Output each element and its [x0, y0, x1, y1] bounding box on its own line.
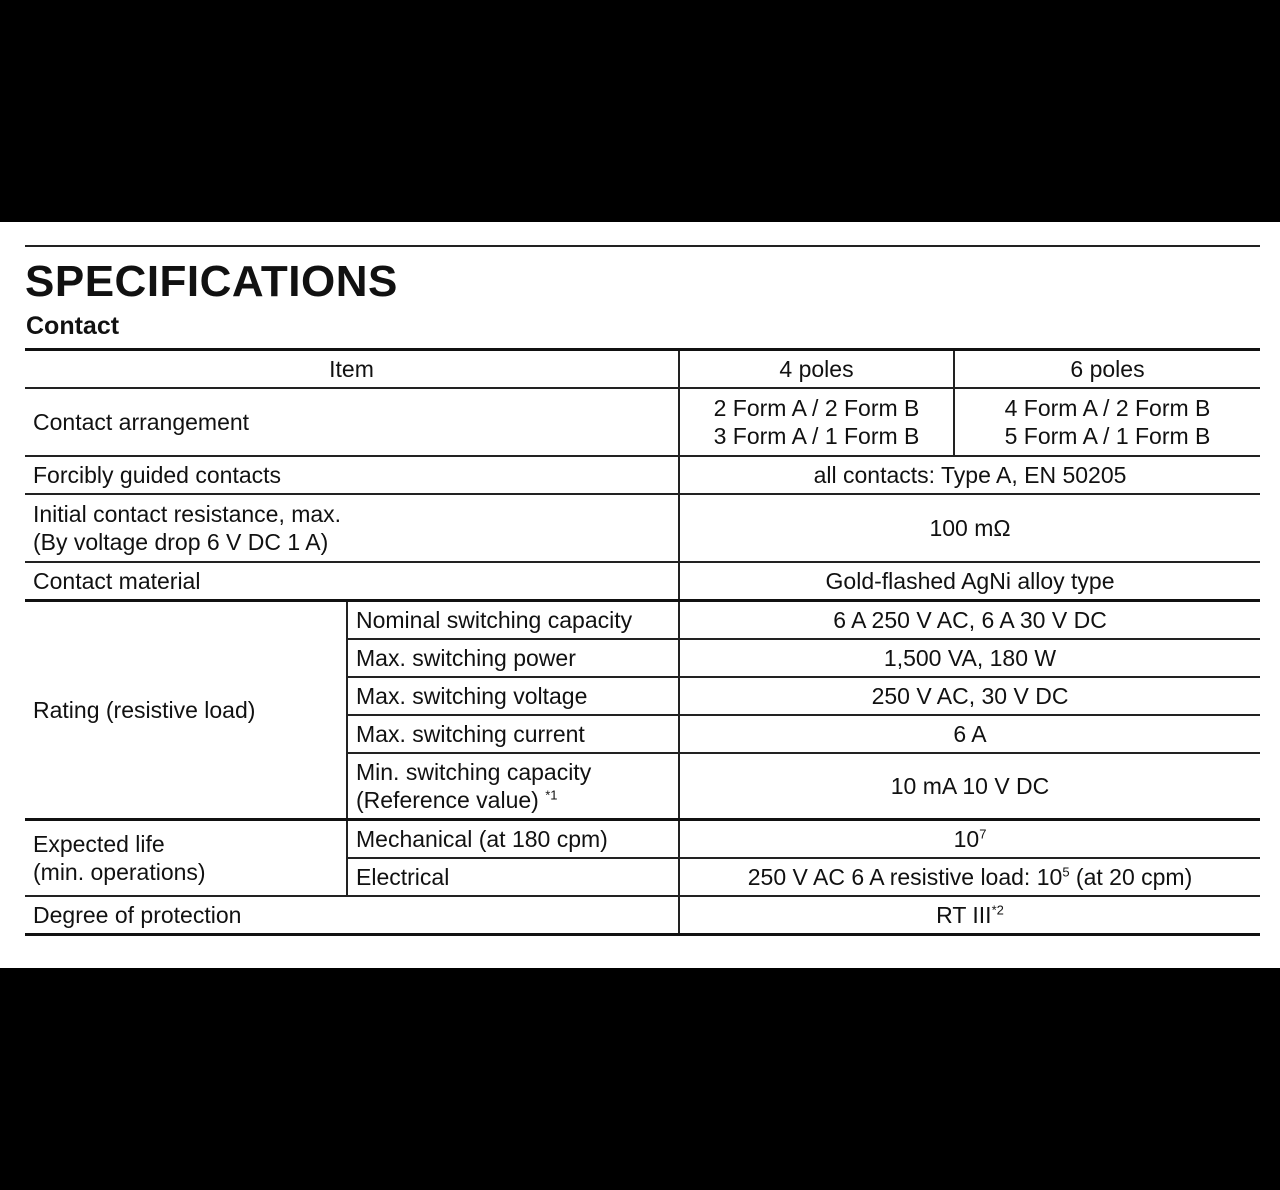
header-6-poles: 6 poles: [954, 350, 1260, 389]
elec-prefix: 250 V AC 6 A resistive load: 10: [747, 864, 1063, 890]
arrangement-6p-line2: 5 Form A / 1 Form B: [1004, 423, 1211, 449]
value-max-voltage: 250 V AC, 30 V DC: [679, 677, 1260, 715]
elec-exponent: 5: [1062, 864, 1070, 880]
value-arrangement-6-poles: [954, 388, 1260, 456]
value-min-capacity: 10 mA 10 V DC: [679, 753, 1260, 820]
value-nominal-capacity: 6 A 250 V AC, 6 A 30 V DC: [679, 601, 1260, 640]
value-forcibly-guided: all contacts: Type A, EN 50205: [679, 456, 1260, 494]
row-rating-nominal: [25, 601, 1260, 640]
section-subtitle: Contact: [26, 312, 120, 340]
value-contact-material: Gold-flashed AgNi alloy type: [679, 562, 1260, 601]
label-forcibly-guided: Forcibly guided contacts: [25, 456, 679, 494]
row-contact-material: [25, 562, 1260, 601]
label-max-power: Max. switching power: [347, 639, 679, 677]
min-capacity-label-line2: [356, 786, 670, 814]
top-black-band: [0, 0, 1280, 222]
mech-base: 10: [953, 826, 980, 852]
label-max-voltage: Max. switching voltage: [347, 677, 679, 715]
value-mechanical: [679, 820, 1260, 859]
top-rule: [25, 245, 1260, 247]
label-protection: Degree of protection: [25, 896, 679, 935]
value-arrangement-4-poles: [679, 388, 954, 456]
elec-suffix: (at 20 cpm): [1069, 864, 1193, 890]
label-contact-material: Contact material: [25, 562, 679, 601]
value-max-power: 1,500 VA, 180 W: [679, 639, 1260, 677]
specifications-sheet: [0, 222, 1280, 968]
protection-value: RT III: [936, 902, 992, 928]
value-max-current: 6 A: [679, 715, 1260, 753]
label-max-current: Max. switching current: [347, 715, 679, 753]
label-contact-arrangement: Contact arrangement: [25, 388, 679, 456]
bottom-black-band: [0, 968, 1280, 1190]
resistance-label-line2: (By voltage drop 6 V DC 1 A): [33, 529, 329, 555]
footnote-marker-1: *1: [545, 787, 558, 803]
life-label-line2: (min. operations): [33, 859, 206, 885]
label-expected-life: [25, 820, 347, 897]
value-electrical: [679, 858, 1260, 896]
arrangement-4p-line1: 2 Form A / 2 Form B: [713, 395, 920, 421]
min-capacity-ref: (Reference value): [356, 787, 539, 813]
label-contact-resistance: [25, 494, 679, 562]
row-forcibly-guided: [25, 456, 1260, 494]
mech-exponent: 7: [979, 826, 987, 842]
row-protection: [25, 896, 1260, 935]
page-title: SPECIFICATIONS: [25, 257, 398, 306]
footnote-marker-2: *2: [991, 902, 1004, 918]
label-nominal-capacity: Nominal switching capacity: [347, 601, 679, 640]
contact-spec-table: [25, 348, 1260, 936]
life-label-line1: Expected life: [33, 831, 165, 857]
label-min-capacity: [347, 753, 679, 820]
row-contact-resistance: [25, 494, 1260, 562]
arrangement-6p-line1: 4 Form A / 2 Form B: [1004, 395, 1211, 421]
table-header-row: [25, 350, 1260, 389]
arrangement-4p-line2: 3 Form A / 1 Form B: [713, 423, 920, 449]
header-item: Item: [25, 350, 679, 389]
value-protection: [679, 896, 1260, 935]
row-contact-arrangement: [25, 388, 1260, 456]
label-electrical: Electrical: [347, 858, 679, 896]
value-contact-resistance: 100 mΩ: [679, 494, 1260, 562]
label-rating: Rating (resistive load): [25, 601, 347, 820]
header-4-poles: 4 poles: [679, 350, 954, 389]
resistance-label-line1: Initial contact resistance, max.: [33, 501, 342, 527]
row-life-mechanical: [25, 820, 1260, 859]
min-capacity-label-line1: Min. switching capacity: [356, 759, 592, 785]
label-mechanical: Mechanical (at 180 cpm): [347, 820, 679, 859]
